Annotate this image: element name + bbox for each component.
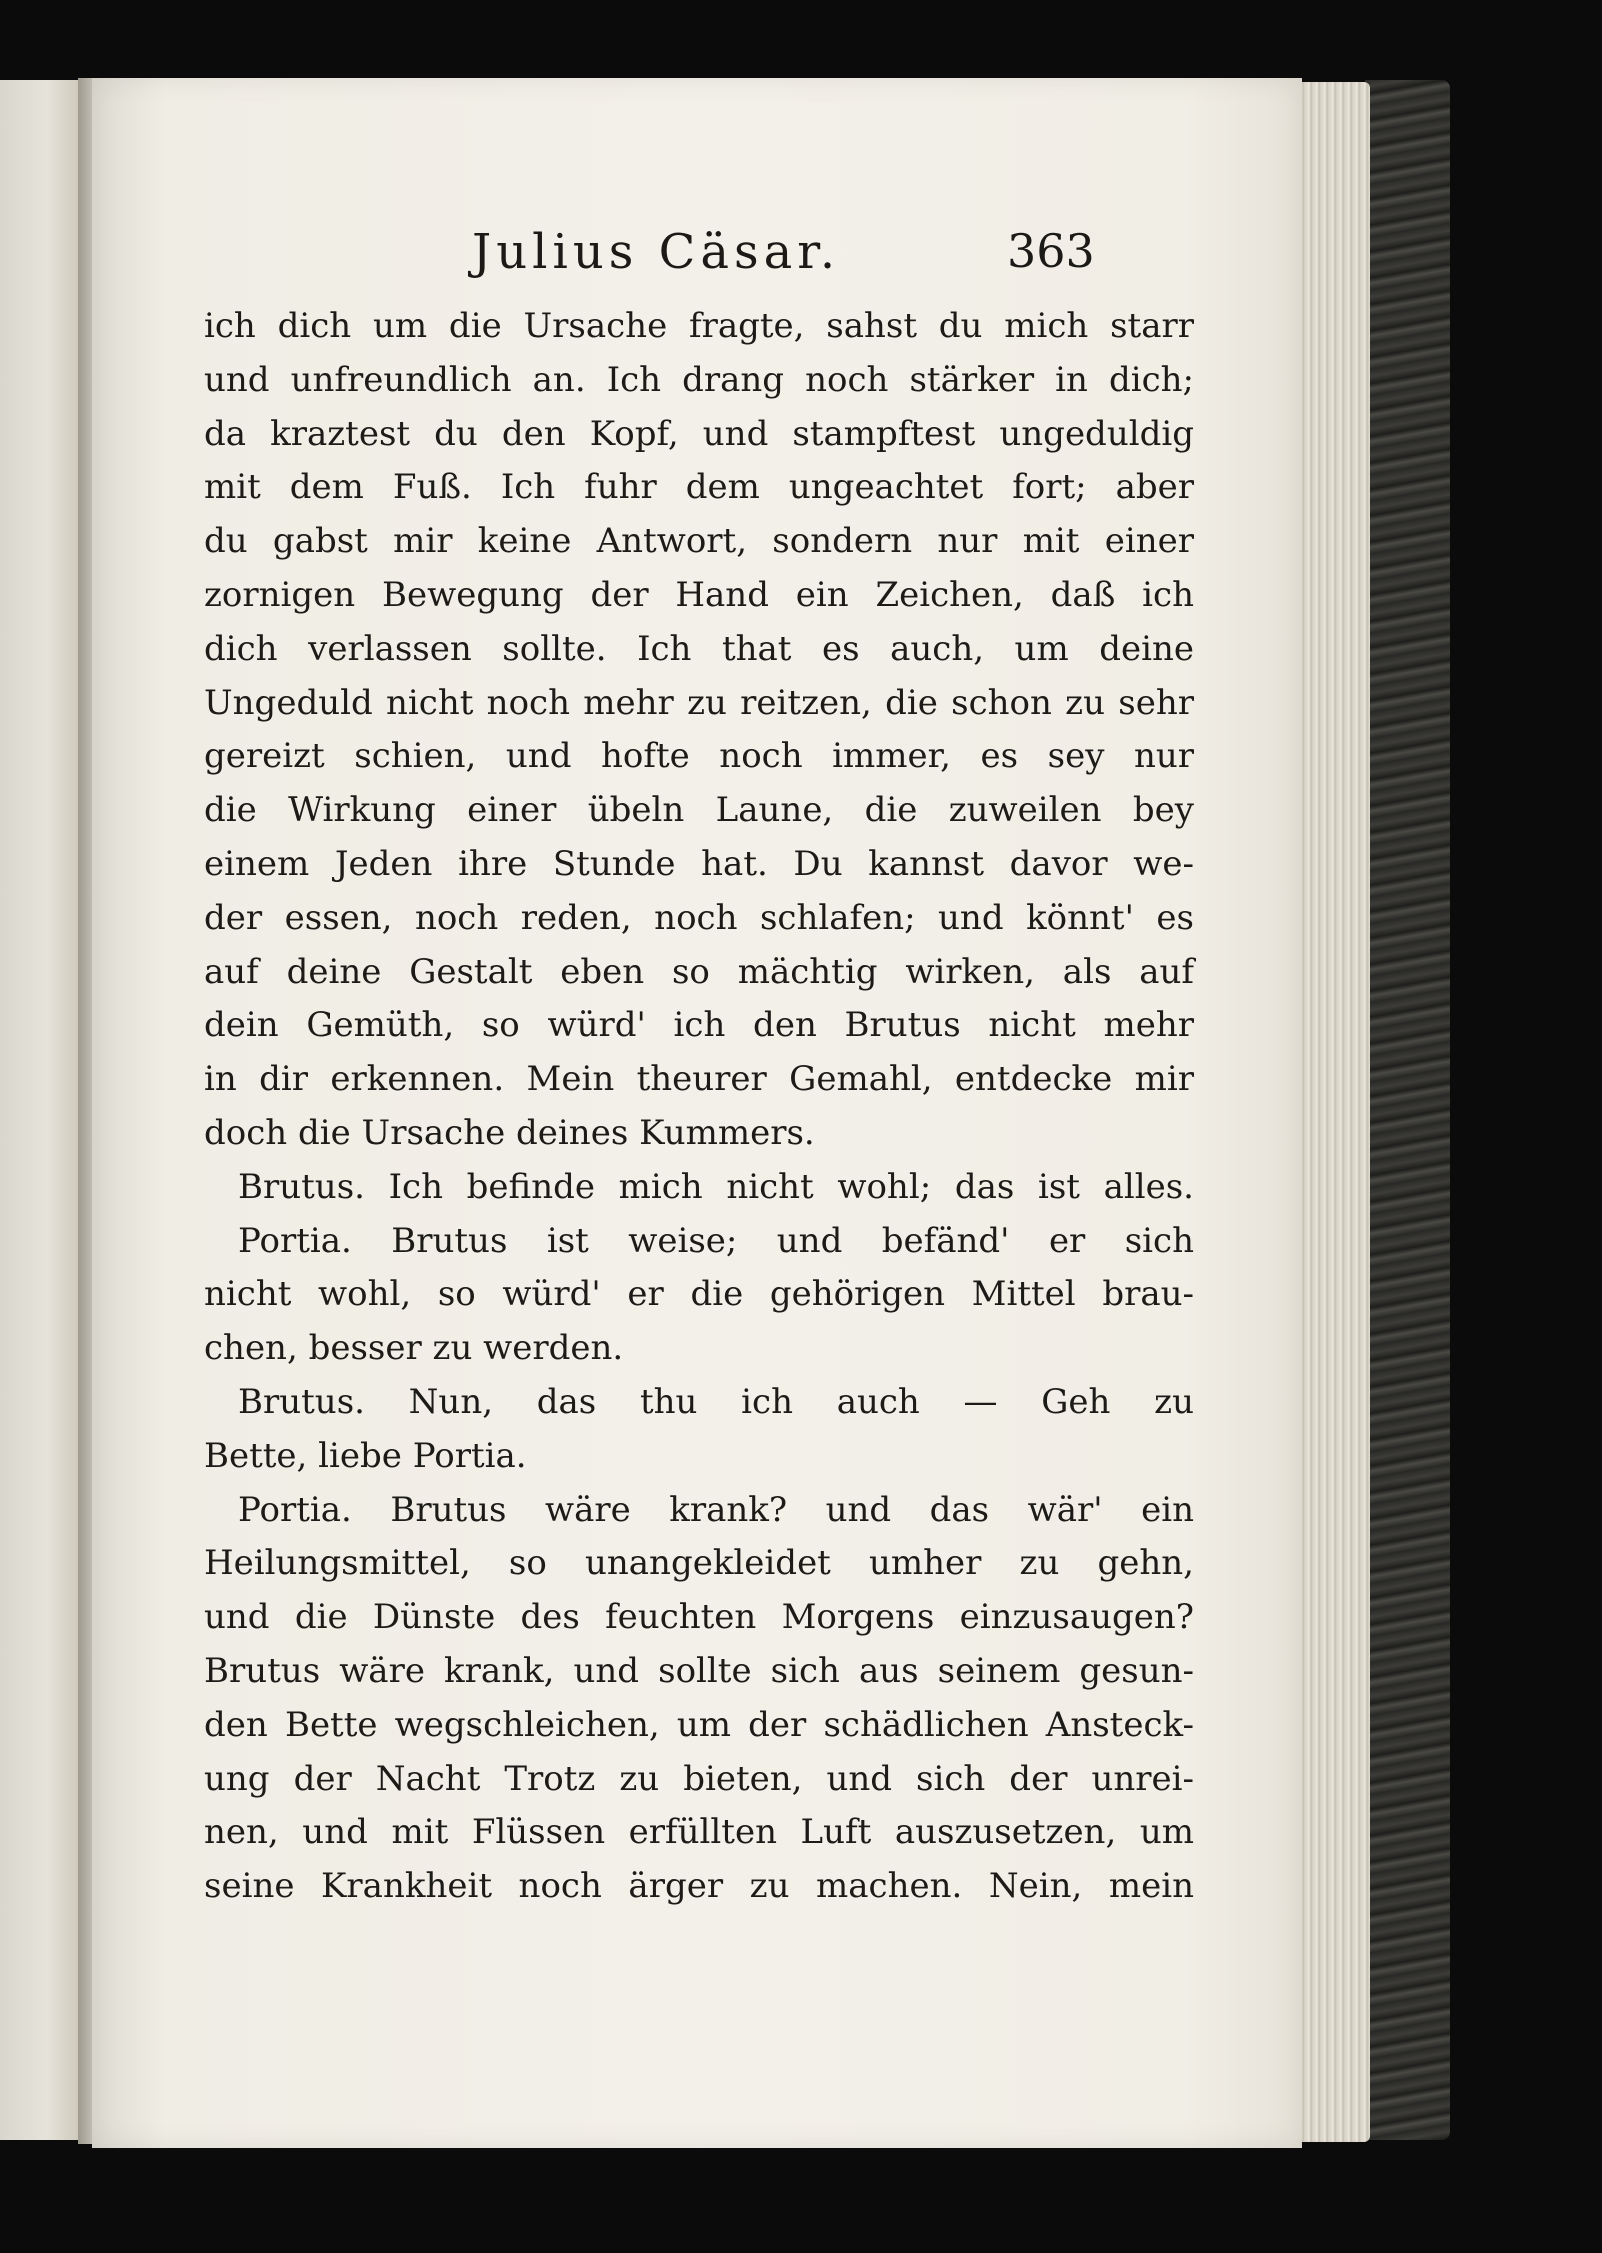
book-cover-edge (1365, 80, 1450, 2140)
text-line: dich verlassen sollte. Ich that es auch, um deine (204, 628, 1194, 669)
text-line: Ungeduld nicht noch mehr zu reitzen, die schon zu sehr (204, 682, 1194, 723)
speech-line: Portia. Brutus ist weise; und befänd' er sich (238, 1220, 1194, 1261)
speech-line: Portia. Brutus wäre krank? und das wär' ein (238, 1489, 1194, 1530)
text-line: Brutus wäre krank, und sollte sich aus seinem gesun- (204, 1650, 1194, 1691)
page-number: 363 (1007, 224, 1095, 278)
text-line: dein Gemüth, so würd' ich den Brutus nicht mehr (204, 1005, 1194, 1046)
text-line: chen, besser zu werden. (204, 1328, 624, 1369)
text-line: ung der Nacht Trotz zu bieten, und sich der unrei- (204, 1758, 1194, 1799)
text-line: da kraztest du den Kopf, und stampftest ungeduldig (204, 413, 1194, 454)
page-edges (1290, 82, 1370, 2142)
text-line: auf deine Gestalt eben so mächtig wirken, als auf (204, 951, 1194, 992)
left-facing-page (0, 80, 78, 2140)
text-line: ich dich um die Ursache fragte, sahst du mich starr (204, 306, 1194, 346)
text-line: nicht wohl, so würd' er die gehörigen Mittel brau- (204, 1274, 1194, 1315)
text-line: den Bette wegschleichen, um der schädlichen Ansteck- (204, 1704, 1194, 1745)
text-line: Bette, liebe Portia. (204, 1435, 527, 1476)
text-line: zornigen Bewegung der Hand ein Zeichen, daß ich (204, 574, 1194, 615)
speech-line: Brutus. Nun, das thu ich auch — Geh zu (238, 1381, 1194, 1422)
text-line: du gabst mir keine Antwort, sondern nur mit einer (204, 521, 1194, 562)
running-title: Julius Cäsar. (472, 224, 841, 280)
text-line: die Wirkung einer übeln Laune, die zuweilen bey (204, 790, 1194, 831)
text-line: gereizt schien, und hofte noch immer, es sey nur (204, 736, 1194, 777)
text-line: doch die Ursache deines Kummers. (204, 1112, 815, 1153)
body-text (204, 300, 1194, 1914)
text-line: und die Dünste des feuchten Morgens einzusaugen? (204, 1597, 1194, 1638)
book-page (92, 78, 1302, 2148)
text-line: mit dem Fuß. Ich fuhr dem ungeachtet fort; aber (204, 467, 1194, 508)
text-line: und unfreundlich an. Ich drang noch stärker in dich; (204, 359, 1194, 400)
text-line: nen, und mit Flüssen erfüllten Luft auszusetzen, um (204, 1812, 1194, 1853)
speech-line: Brutus. Ich befinde mich nicht wohl; das ist alles. (238, 1166, 1194, 1207)
page-header (92, 224, 1302, 304)
text-line: seine Krankheit noch ärger zu machen. Nein, mein (204, 1866, 1194, 1907)
text-line: in dir erkennen. Mein theurer Gemahl, entdecke mir (204, 1059, 1194, 1100)
text-line: einem Jeden ihre Stunde hat. Du kannst davor we- (204, 843, 1194, 884)
text-line: der essen, noch reden, noch schlafen; und könnt' es (204, 897, 1194, 938)
text-line: Heilungsmittel, so unangekleidet umher zu gehn, (204, 1543, 1194, 1584)
